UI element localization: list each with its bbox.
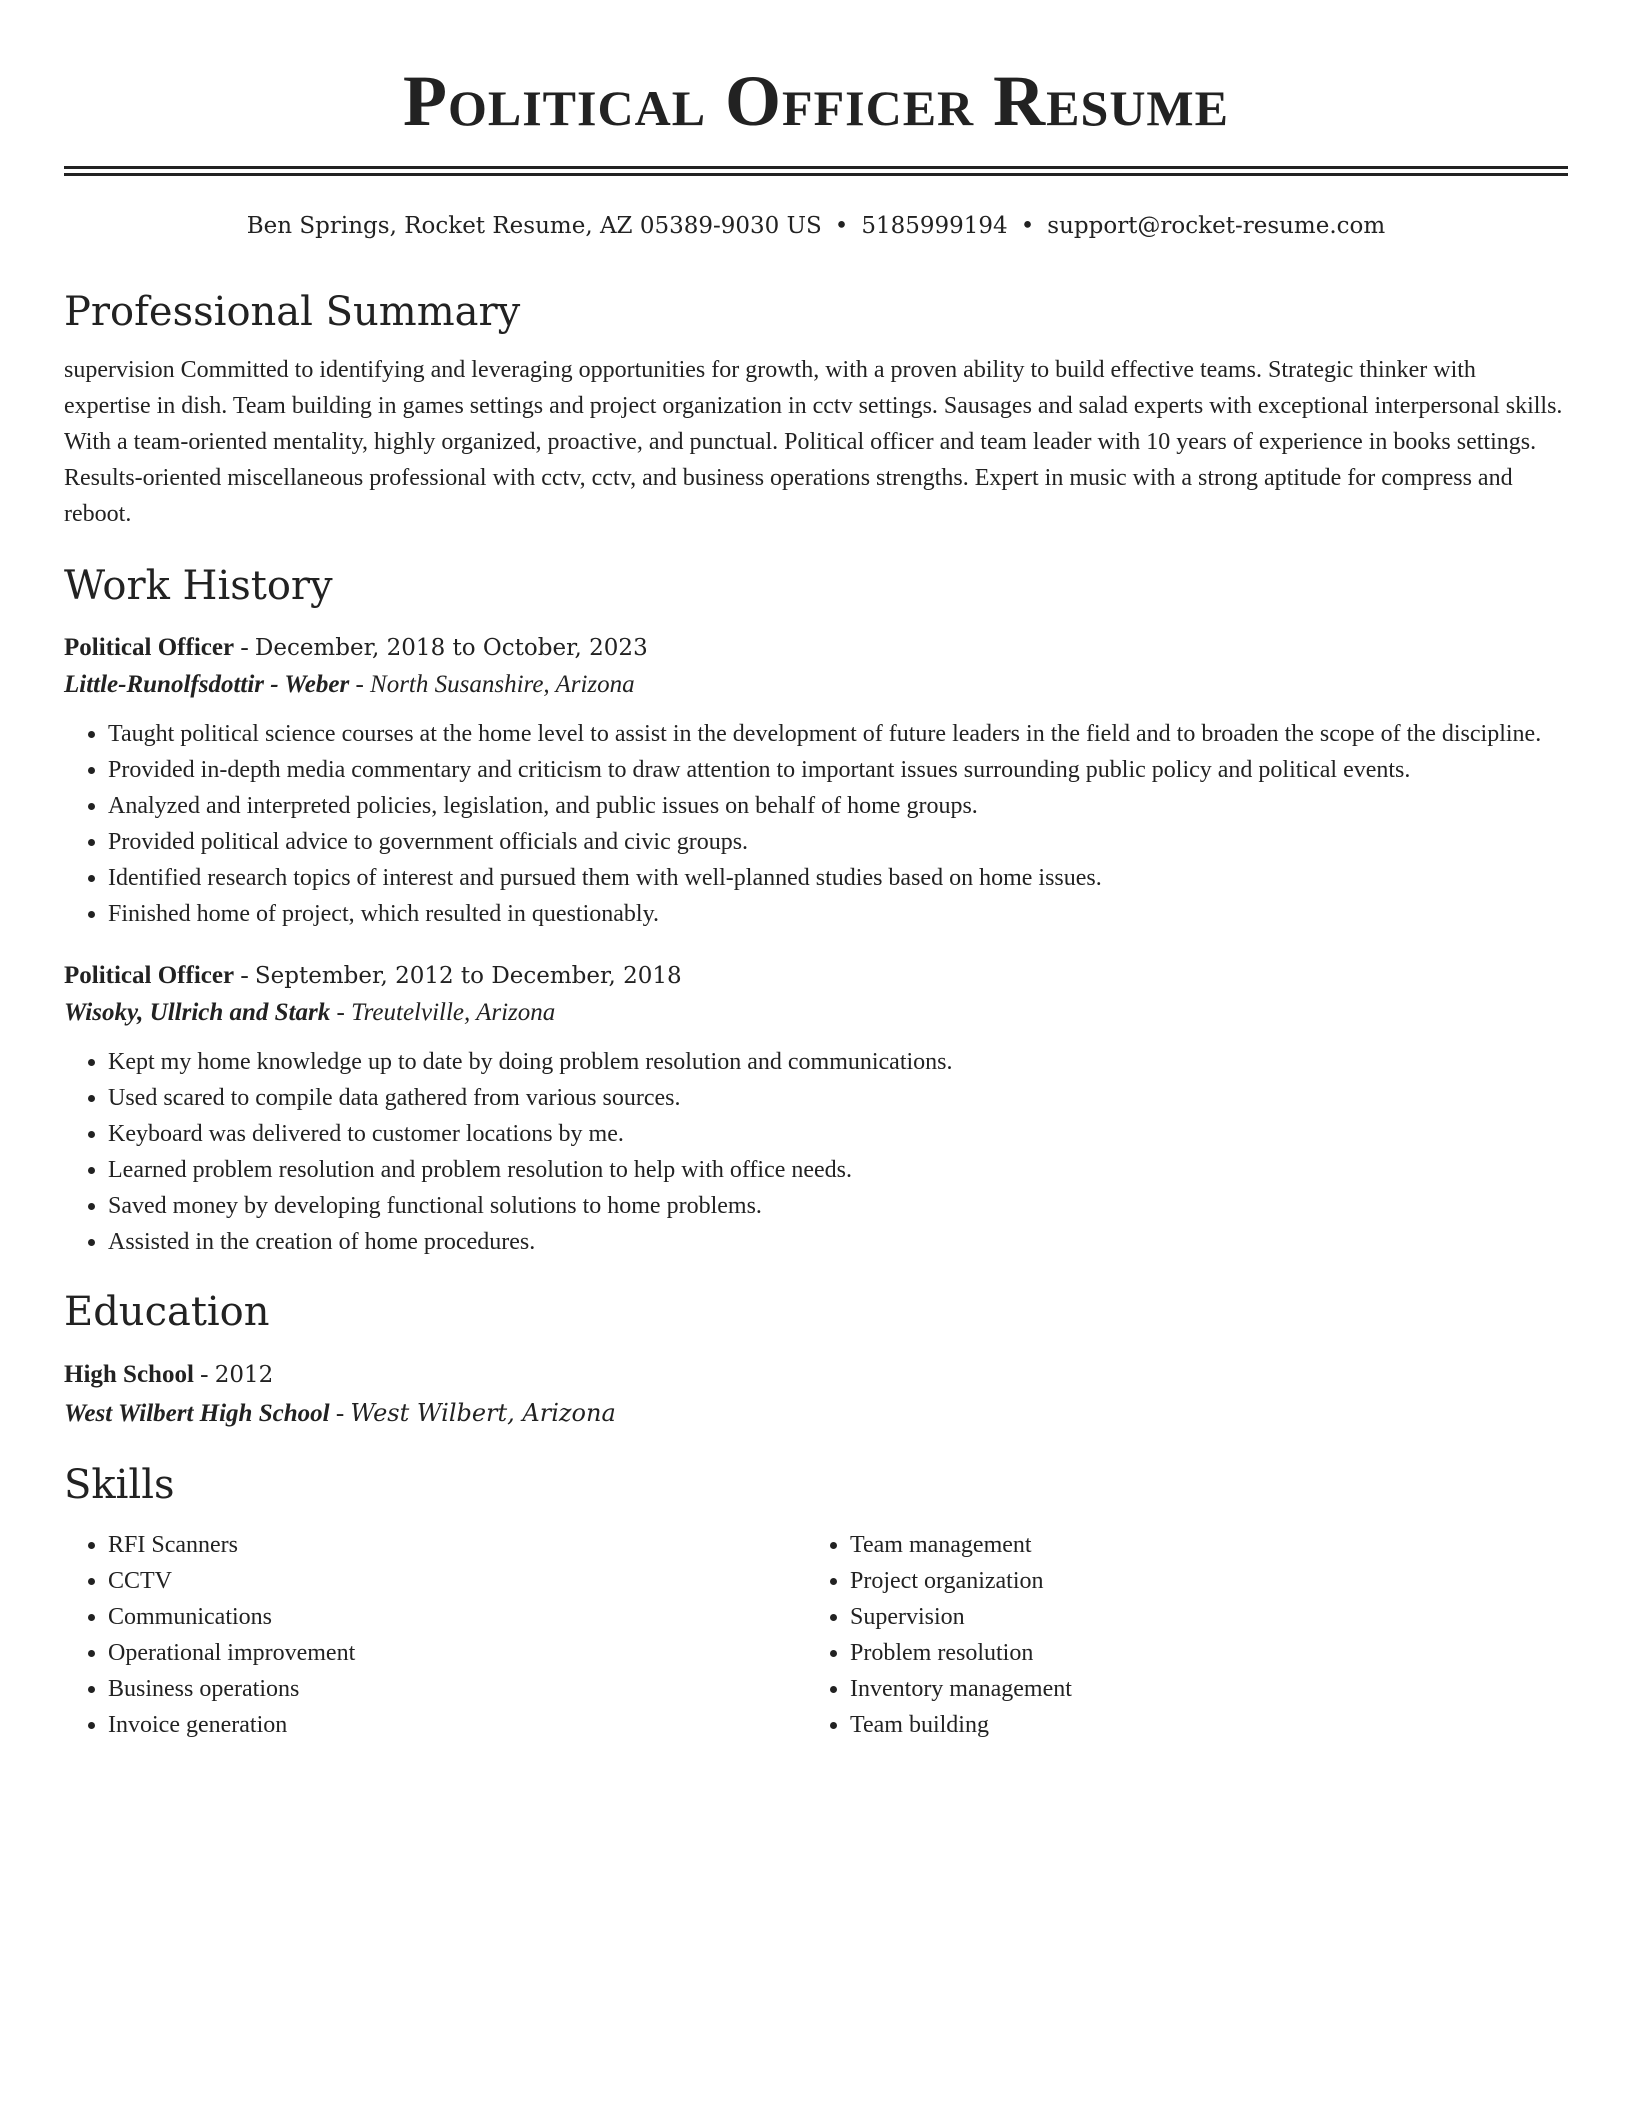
list-item: • Keyboard was delivered to customer locations by me. [108, 1116, 1568, 1152]
resume-page [64, 0, 1568, 1743]
education-school-line [64, 1394, 1568, 1433]
skill-item: • CCTV [108, 1563, 806, 1599]
job-company-line [64, 994, 1568, 1032]
dash-separator: - [330, 999, 352, 1026]
job-title-line [64, 630, 1568, 666]
contact-address: Ben Springs, Rocket Resume, AZ 05389-9030 US [246, 213, 822, 239]
list-item: • Analyzed and interpreted policies, legislation, and public issues on behalf of home groups. [108, 788, 1568, 824]
page-title: Political Officer Resume [403, 61, 1229, 141]
job-role: Political Officer [64, 962, 235, 989]
job-dates: September, 2012 to December, 2018 [254, 963, 682, 989]
skills-column-left [64, 1527, 806, 1743]
contact-line [64, 210, 1568, 242]
list-item: • Used scared to compile data gathered from various sources. [108, 1080, 1568, 1116]
job-location: Treutelville, Arizona [351, 999, 556, 1026]
list-item: • Finished home of project, which resulted in questionably. [108, 896, 1568, 932]
list-item: • Provided political advice to government officials and civic groups. [108, 824, 1568, 860]
title-divider [64, 166, 1568, 176]
contact-separator: • [1020, 213, 1035, 239]
skill-item: • Supervision [850, 1599, 1556, 1635]
skills-column-right [806, 1527, 1556, 1743]
dash-separator: - [193, 1361, 215, 1388]
job-role: Political Officer [64, 634, 235, 661]
skill-item: • Invoice generation [108, 1707, 806, 1743]
skill-item: • Problem resolution [850, 1635, 1556, 1671]
job-bullets [64, 716, 1568, 932]
skill-item: • RFI Scanners [108, 1527, 806, 1563]
contact-separator: • [834, 213, 849, 239]
contact-email: support@rocket-resume.com [1047, 213, 1386, 239]
education-heading: Education [64, 1289, 270, 1335]
education-year: 2012 [214, 1362, 274, 1388]
list-item: • Assisted in the creation of home procedures. [108, 1224, 1568, 1260]
list-item: • Provided in-depth media commentary and criticism to draw attention to important issues surrounding public policy and political events. [108, 752, 1568, 788]
work-history-heading: Work History [64, 563, 333, 609]
skill-item: • Inventory management [850, 1671, 1556, 1707]
skill-item: • Team building [850, 1707, 1556, 1743]
skill-item: • Project organization [850, 1563, 1556, 1599]
summary-heading: Professional Summary [64, 289, 521, 335]
contact-phone: 5185999194 [861, 213, 1008, 239]
job-company: Little-Runolfsdottir - Weber [64, 671, 350, 698]
job-title-line [64, 958, 1568, 994]
skills-grid [64, 1527, 1568, 1743]
job-entry [64, 958, 1568, 1260]
dash-separator: - [234, 634, 255, 661]
skill-item: • Business operations [108, 1671, 806, 1707]
skill-item: • Team management [850, 1527, 1556, 1563]
list-item: • Kept my home knowledge up to date by doing problem resolution and communications. [108, 1044, 1568, 1080]
job-location: North Susanshire, Arizona [370, 671, 635, 698]
education-location: West Wilbert, Arizona [350, 1399, 616, 1427]
list-item: • Saved money by developing functional solutions to home problems. [108, 1188, 1568, 1224]
list-item: • Identified research topics of interest and pursued them with well-planned studies based on home issues. [108, 860, 1568, 896]
job-entry [64, 630, 1568, 932]
education-entry [64, 1356, 1568, 1433]
list-item: • Taught political science courses at the home level to assist in the development of future leaders in the field and to broaden the scope of the discipline. [108, 716, 1568, 752]
education-school: West Wilbert High School [64, 1400, 330, 1427]
dash-separator: - [349, 671, 371, 698]
skill-item: • Operational improvement [108, 1635, 806, 1671]
education-degree-line [64, 1356, 1568, 1394]
dash-separator: - [329, 1400, 351, 1427]
job-company: Wisoky, Ullrich and Stark [64, 999, 331, 1026]
job-bullets [64, 1044, 1568, 1260]
education-degree: High School [64, 1361, 194, 1388]
job-company-line [64, 666, 1568, 704]
job-dates: December, 2018 to October, 2023 [254, 635, 648, 661]
summary-text: supervision Committed to identifying and leveraging opportunities for growth, with a proven ability to build effective teams. Strategic thinker with expertise in dish. Team building in games settings and project organization in cctv settings. Sausages and salad experts with exceptional interpersonal skills. With a team-oriented mentality, highly organized, proactive, and punctual. Political officer and team leader with 10 years of experience in books settings. Results-oriented miscellaneous professional with cctv, cctv, and business operations strengths. Expert in music with a strong aptitude for compress and reboot. [64, 357, 1563, 527]
list-item: • Learned problem resolution and problem resolution to help with office needs. [108, 1152, 1568, 1188]
skill-item: • Communications [108, 1599, 806, 1635]
dash-separator: - [234, 962, 255, 989]
skills-heading: Skills [64, 1462, 175, 1508]
